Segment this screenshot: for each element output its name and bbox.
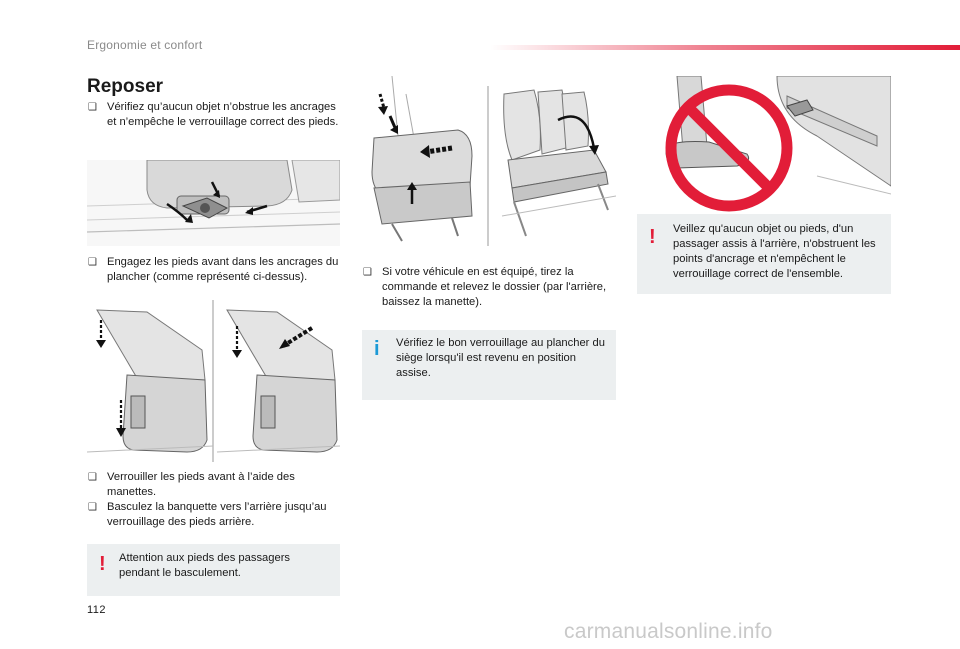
illustration-seat-feet-anchors — [87, 160, 340, 246]
section-title: Reposer — [87, 76, 164, 97]
step-lock-front-feet: ❑ Verrouiller les pieds avant à l’aide des manettes. — [88, 471, 295, 498]
warning-icon: ! — [99, 553, 106, 575]
step-engage-feet: ❑ Engagez les pieds avant dans les ancrages du plancher (comme représenté ci-dessus). — [88, 256, 339, 283]
illustration-bench-tilt — [87, 300, 340, 462]
square-bullet-icon: ❑ — [363, 267, 372, 278]
page-number: 112 — [87, 604, 107, 616]
header-accent-bar — [490, 45, 960, 50]
square-bullet-icon: ❑ — [88, 472, 97, 483]
step-pull-control: ❑ Si votre véhicule en est équipé, tirez la commande et relevez le dossier (par l'arrière, baissez la manette). — [363, 266, 607, 308]
warning-icon: ! — [649, 226, 656, 248]
info-note-locking: i Vérifiez le bon verrouillage au plancher du siège lorsqu'il est revenu en position assise. — [362, 330, 616, 400]
square-bullet-icon: ❑ — [88, 102, 97, 113]
info-icon: i — [374, 338, 380, 360]
illustration-no-feet-under-seat — [637, 76, 891, 214]
warning-note-anchors: ! Veillez qu'aucun objet ou pieds, d'un passager assis à l'arrière, n'obstruent les points d'ancrage et n'empêchent le verrouillage correct de l'ensemble. — [637, 214, 891, 294]
step-tilt-bench-back: ❑ Basculez la banquette vers l’arrière jusqu’au verrouillage des pieds arrière. — [88, 501, 327, 528]
square-bullet-icon: ❑ — [88, 502, 97, 513]
step-check-anchors: ❑ Vérifiez qu’aucun objet n’obstrue les ancrages et n’empêche le verrouillage correct des pieds. — [88, 101, 339, 128]
running-header: Ergonomie et confort — [87, 38, 203, 52]
square-bullet-icon: ❑ — [88, 257, 97, 268]
warning-note-feet: ! Attention aux pieds des passagers pendant le basculement. — [87, 544, 340, 596]
watermark: carmanualsonline.info — [564, 620, 773, 643]
illustration-seat-backrest — [362, 76, 616, 246]
